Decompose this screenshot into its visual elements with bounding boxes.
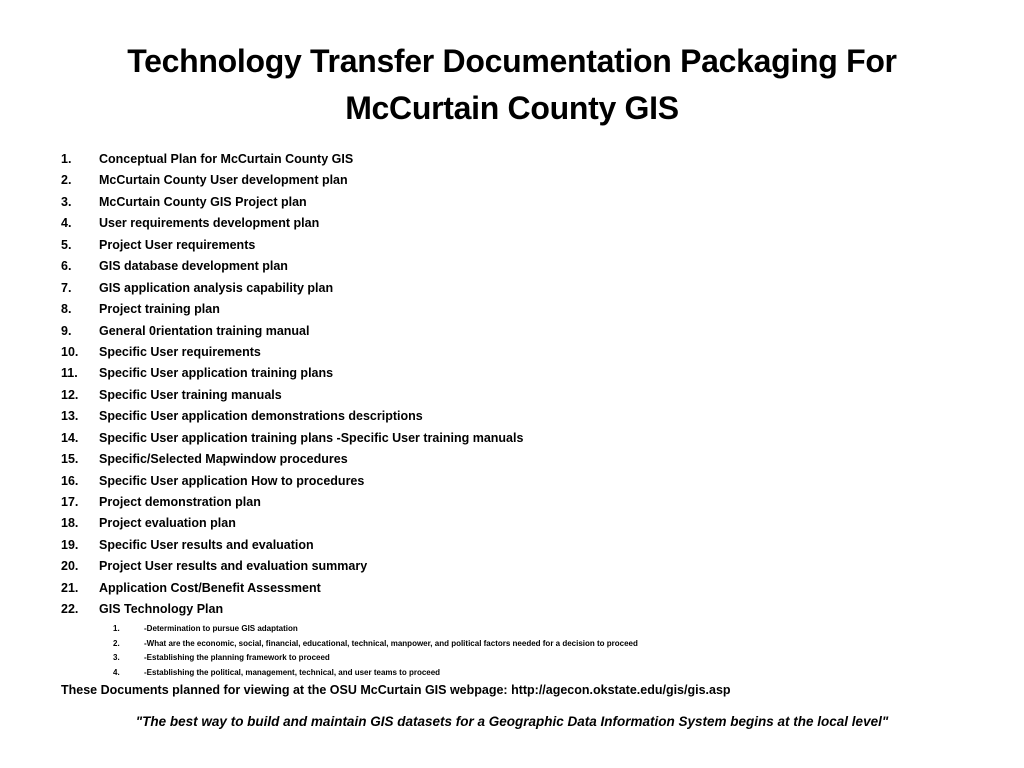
list-item: [61, 449, 523, 470]
list-item-text: Specific User results and evaluation: [99, 537, 314, 552]
gis-technology-plan-sublist: [113, 622, 638, 680]
sub-list-item-text: -Determination to pursue GIS adaptation: [144, 624, 298, 633]
quote: "The best way to build and maintain GIS datasets for a Geographic Data Information System begins at the local level": [135, 714, 889, 729]
sub-list-item-number: 1.: [113, 624, 120, 633]
list-item: [61, 513, 523, 534]
list-item-text: Specific User requirements: [99, 344, 261, 359]
list-item-text: GIS database development plan: [99, 259, 288, 274]
list-item-text: McCurtain County User development plan: [99, 173, 348, 188]
list-item: [61, 428, 523, 449]
sub-list-item-text: -What are the economic, social, financial, educational, technical, manpower, and political factors needed for a decision to proceed: [144, 638, 638, 648]
list-item-text: Specific User application How to procedures: [99, 473, 365, 488]
list-item-text: Specific User application training plans: [99, 366, 334, 381]
sub-list-item: [113, 622, 638, 637]
sub-list-item: [113, 637, 638, 652]
list-item-number: 8.: [61, 302, 72, 317]
list-item-number: 7.: [61, 280, 72, 295]
sub-list-item: [113, 666, 638, 681]
webpage-note: These Documents planned for viewing at the OSU McCurtain GIS webpage: http://agecon.okstate.edu/gis/gis.asp: [61, 683, 731, 697]
list-item: [61, 578, 523, 599]
list-item: [61, 471, 523, 492]
list-item-text: GIS Technology Plan: [99, 602, 224, 617]
list-item-number: 9.: [61, 323, 72, 338]
list-item-number: 3.: [61, 194, 72, 209]
list-item-number: 14.: [61, 430, 79, 445]
list-item: [61, 256, 523, 277]
list-item: [61, 556, 523, 577]
list-item-text: Project User requirements: [99, 237, 256, 252]
list-item: [61, 235, 523, 256]
list-item: [61, 342, 523, 363]
list-item-number: 20.: [61, 559, 79, 574]
list-item-number: 1.: [61, 152, 72, 166]
list-item-text: Project User results and evaluation summary: [99, 559, 368, 574]
list-item: [61, 192, 523, 213]
list-item: [61, 363, 523, 384]
list-item: [61, 406, 523, 427]
list-item-number: 13.: [61, 409, 79, 424]
list-item: [61, 278, 523, 299]
list-item-text: Project evaluation plan: [99, 516, 236, 531]
list-item-text: Specific User application training plans -Specific User training manuals: [99, 430, 524, 445]
list-item: [61, 385, 523, 406]
list-item-text: McCurtain County GIS Project plan: [99, 194, 307, 209]
list-item: [61, 492, 523, 513]
sub-list-item-number: 3.: [113, 653, 120, 662]
list-item-number: 10.: [61, 344, 79, 359]
list-item-text: Specific User training manuals: [99, 387, 282, 402]
list-item: [61, 599, 523, 620]
list-item-number: 17.: [61, 495, 79, 509]
list-item-text: Project training plan: [99, 302, 220, 317]
list-item-number: 12.: [61, 387, 79, 402]
sub-list-item: [113, 651, 638, 666]
list-item-text: Specific User application demonstrations descriptions: [99, 409, 423, 424]
list-item-number: 6.: [61, 259, 72, 274]
list-item-text: Specific/Selected Mapwindow procedures: [99, 452, 348, 467]
list-item-text: Conceptual Plan for McCurtain County GIS: [99, 152, 354, 166]
list-item-number: 4.: [61, 216, 72, 231]
sub-list-item-text: -Establishing the political, management, technical, and user teams to proceed: [144, 667, 441, 677]
list-item: [61, 213, 523, 234]
list-item: [61, 299, 523, 320]
list-item-text: GIS application analysis capability plan: [99, 280, 334, 295]
title-line-2: McCurtain County GIS: [345, 90, 679, 126]
list-item: [61, 535, 523, 556]
list-item-text: Project demonstration plan: [99, 495, 261, 509]
list-item: [61, 149, 523, 170]
list-item-number: 21.: [61, 580, 79, 595]
document-list: [61, 149, 523, 621]
list-item-number: 15.: [61, 452, 79, 467]
slide-title: [40, 38, 984, 132]
list-item-number: 18.: [61, 516, 79, 531]
list-item: [61, 321, 523, 342]
list-item-text: User requirements development plan: [99, 216, 320, 231]
list-item-number: 16.: [61, 473, 79, 488]
list-item-number: 2.: [61, 173, 72, 188]
list-item-text: Application Cost/Benefit Assessment: [99, 580, 321, 595]
list-item: [61, 170, 523, 191]
sub-list-item-text: -Establishing the planning framework to proceed: [144, 653, 330, 662]
list-item-number: 5.: [61, 237, 72, 252]
sub-list-item-number: 2.: [113, 638, 120, 648]
list-item-text: General 0rientation training manual: [99, 323, 310, 338]
list-item-number: 11.: [61, 366, 78, 381]
list-item-number: 22.: [61, 602, 79, 617]
sub-list-item-number: 4.: [113, 667, 120, 677]
title-line-1: Technology Transfer Documentation Packaging For: [127, 43, 897, 79]
list-item-number: 19.: [61, 537, 79, 552]
